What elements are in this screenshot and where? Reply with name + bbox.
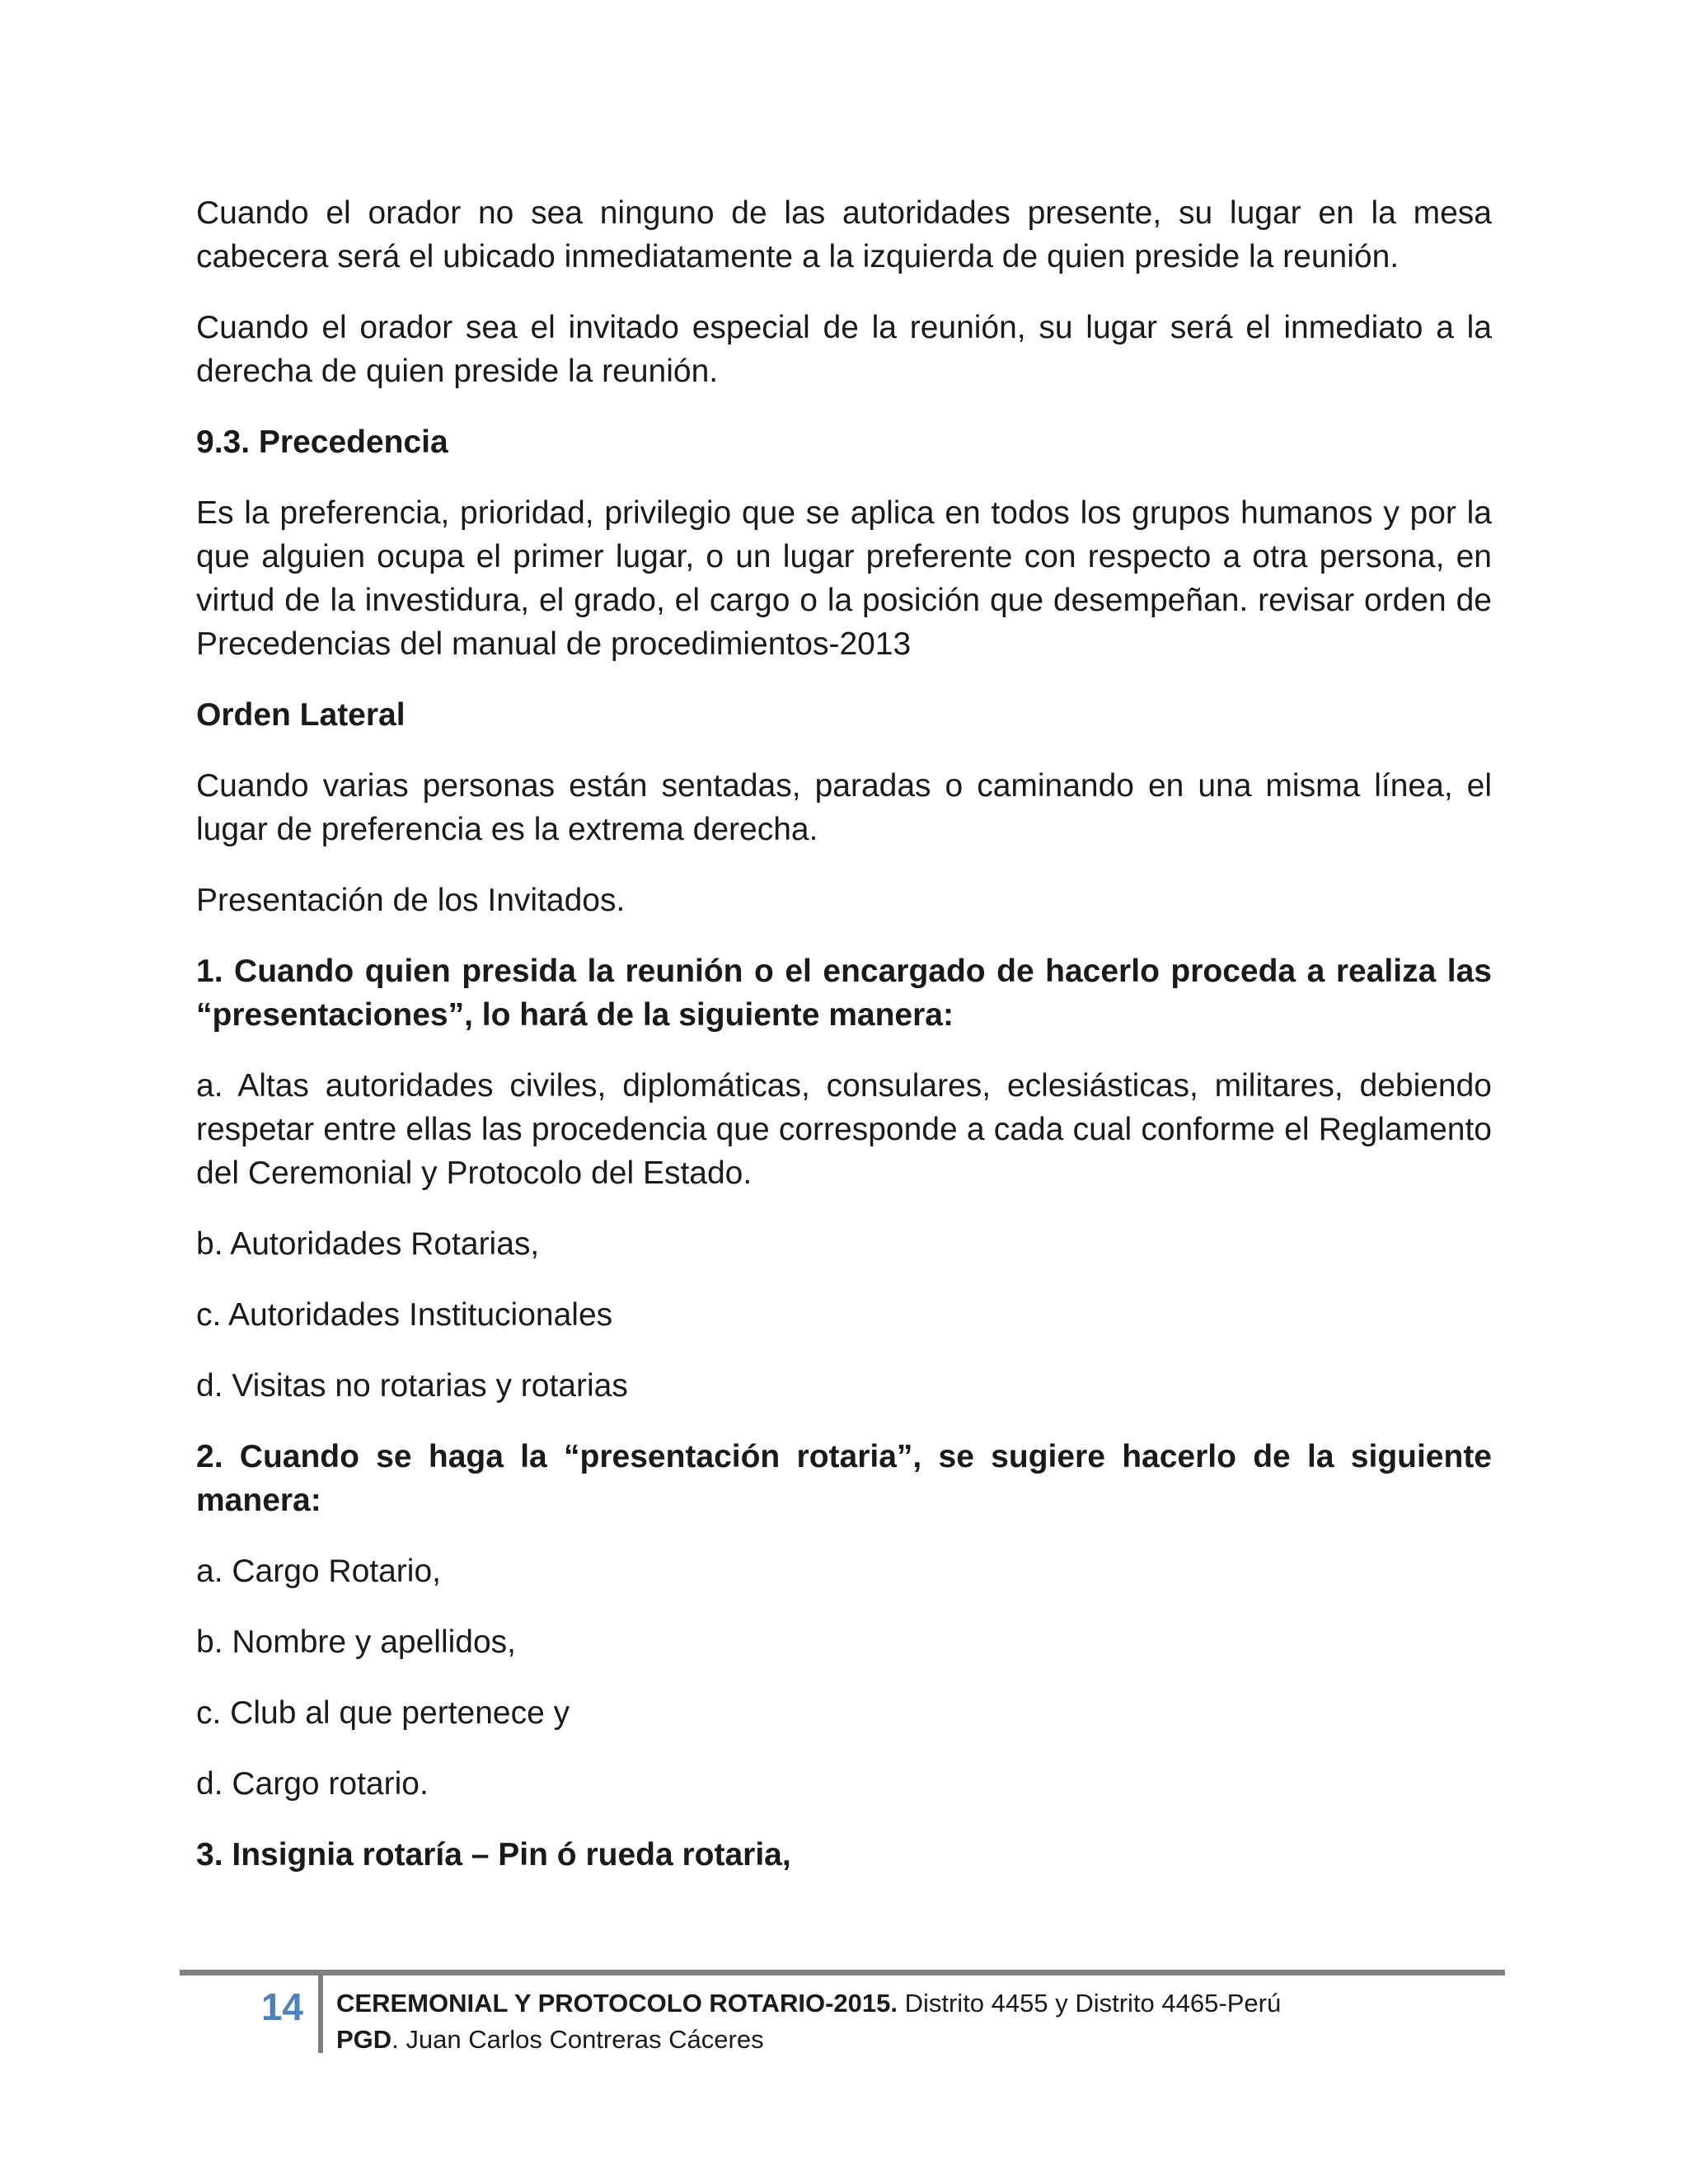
footer-title-bold: CEREMONIAL Y PROTOCOLO ROTARIO-2015. (336, 1989, 898, 2018)
footer-body (180, 1975, 1505, 2058)
list-item-2b: b. Nombre y apellidos, (196, 1624, 517, 1660)
paragraph-orden-lateral: Cuando varias personas están sentadas, paradas o caminando en una misma línea, el lugar de preferencia es la extrema derecha. (196, 768, 1492, 847)
footer-author-bold: PGD (336, 2025, 392, 2054)
document-body (196, 191, 1492, 1904)
list-item-1c: c. Autoridades Institucionales (196, 1297, 613, 1333)
bold-item-2: 2. Cuando se haga la “presentación rotaria”, se sugiere hacerlo de la siguiente manera: (196, 1439, 1492, 1518)
bold-item-1: 1. Cuando quien presida la reunión o el encargado de hacerlo proceda a realiza las “presentaciones”, lo hará de la siguiente manera: (196, 954, 1492, 1033)
list-item-1a: a. Altas autoridades civiles, diplomáticas, consulares, eclesiásticas, militares, debiendo respetar entre ellas las procedencia que corresponde a cada cual conforme el Reglamento del Ceremonial y Protocolo del Estado. (196, 1068, 1492, 1191)
footer-author-line (336, 2022, 1281, 2058)
paragraph-precedencia: Es la preferencia, prioridad, privilegio que se aplica en todos los grupos humanos y por la que alguien ocupa el primer lugar, o un lugar preferente con respecto a otra persona, en virtud de la investidura, el grado, el cargo o la posición que desempeñan. revisar orden de Precedencias del manual de procedimientos-2013 (196, 495, 1492, 662)
footer-text (323, 1975, 1281, 2058)
footer-title-rest: Distrito 4455 y Distrito 4465-Perú (897, 1989, 1282, 2018)
page-footer (180, 1970, 1505, 2058)
section-heading-orden-lateral: Orden Lateral (196, 697, 406, 733)
footer-title-line (336, 1985, 1281, 2022)
footer-rule (180, 1970, 1505, 1975)
paragraph-orador-izquierda: Cuando el orador no sea ninguno de las autoridades presente, su lugar en la mesa cabecera será el ubicado inmediatamente a la izquierda de quien preside la reunión. (196, 195, 1492, 274)
paragraph-orador-derecha: Cuando el orador sea el invitado especial de la reunión, su lugar será el inmediato a la derecha de quien preside la reunión. (196, 310, 1492, 389)
page-number: 14 (260, 1985, 303, 2028)
list-item-1d: d. Visitas no rotarias y rotarias (196, 1368, 628, 1404)
list-item-1b: b. Autoridades Rotarias, (196, 1226, 540, 1262)
list-item-2a: a. Cargo Rotario, (196, 1554, 441, 1589)
footer-author-rest: . Juan Carlos Contreras Cáceres (392, 2025, 764, 2054)
bold-item-3: 3. Insignia rotaría – Pin ó rueda rotaria, (196, 1837, 791, 1872)
section-heading-precedencia: 9.3. Precedencia (196, 424, 448, 460)
paragraph-presentacion-invitados: Presentación de los Invitados. (196, 883, 626, 918)
list-item-2d: d. Cargo rotario. (196, 1766, 429, 1802)
list-item-2c: c. Club al que pertenece y (196, 1695, 570, 1731)
